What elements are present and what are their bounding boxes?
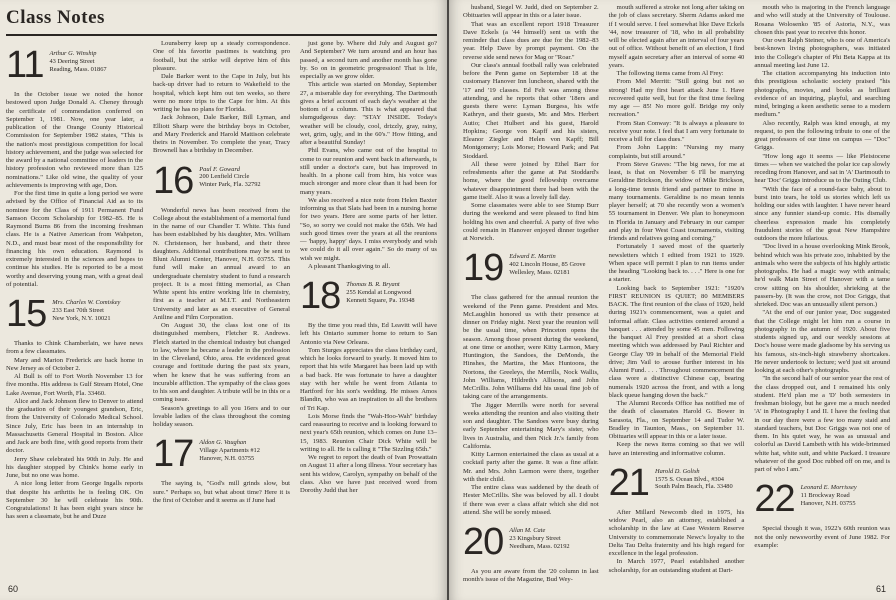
paragraph: Dale Barker went to the Cape in July, but his back-up driver had to return to Wakefield to the hospital, which kept him out ten weeks, so there were no more trips to the Cape for him. At this writing he has no plans for Florida.: [153, 73, 290, 113]
paragraph: The following items came from Al Frey:: [616, 70, 724, 77]
class-header-16: [153, 159, 290, 202]
paragraph: Mary and Marion Frederick are back home in New Jersey as of October 2.: [6, 356, 143, 372]
address-line: Wellesley, Mass. 02181: [509, 268, 570, 276]
class-year: 16: [153, 159, 194, 202]
paragraph: The citation accompanying his induction into this prestigious scholastic society praised "his photographs, movies, and books as brilliant evidence of an inquiring, playful, and searching mind, bringing a keen aesthetic sense to a modern medium.": [754, 70, 891, 119]
right-column-3: [754, 4, 890, 576]
page-number: 60: [8, 584, 19, 594]
secretary-name: Leonard E. Morrissey: [800, 484, 857, 492]
secretary-address: [509, 249, 585, 276]
address-line: Winter Park, Fla. 32792: [199, 181, 261, 189]
class-header-22: [754, 478, 890, 521]
class-year: 18: [300, 275, 341, 317]
class-year: 22: [754, 478, 795, 521]
address-line: Hanover, N.H. 03755: [199, 454, 255, 462]
left-column-1: [6, 40, 143, 576]
class-header-11: [6, 46, 143, 84]
address-line: South Palm Beach, Fla. 33480: [654, 483, 733, 491]
secretary-name: Thomas B. R. Bryant: [346, 281, 400, 288]
paragraph: After Millard Newcomb died in 1975, his widow Pearl, also an attorney, established a scholarship in the law at Case Western Reserve University to commemorate Newc's loyalty to the Delta Tau Delta fraternity and his high regard for excellence in the legal profession.: [608, 508, 745, 557]
class-year: 20: [463, 521, 504, 563]
paragraph: As you are aware from the '20 column in last month's issue of the Magazine, Bud Wey-: [463, 568, 599, 584]
secretary-address: [52, 295, 120, 322]
paragraph: Looking back to September 1921: "1920's FIRST REUNION IS QUIET; 80 MEMBERS BACK. The first reunion of the class of 1920, held during 1921's commencement, was a quiet and informal affair. Class activities centered around a banquet . . . attended by some 45 men. Following the banquet Al Frey presided at a short class meeting which was addressed by Paul Richter and George Clay '09 in behalf of the Memorial Field drive; Jim Vail to arouse further interest in his Alumni Fund. . . . Throughout commencement the class wore a distinctive Chinese cap, bearing numerals 1920 across the front, and with a long black queue hanging down the back.": [608, 284, 745, 399]
address-line: Kennett Square, Pa. 19348: [346, 296, 415, 304]
address-line: 402 Lincoln House, 85 Grove: [509, 261, 586, 269]
right-column-1: [463, 4, 599, 584]
secretary-address: [655, 464, 733, 491]
paragraph: The saying is, "God's mill grinds slow, but sure." Perhaps so, but what about time? Here it is the first of October and it seems as if June had: [153, 480, 290, 504]
secretary-address: [509, 523, 569, 550]
page-number: 61: [875, 584, 886, 594]
paragraph: Al Bull is off to Fort Worth November 13 for five months. His address is Gulf Stream Hotel, One Lake Avenue, Fort Worth, Fla. 33460.: [6, 373, 143, 397]
paragraph: Jack Johnson, Dale Barker, Bill Lyman, and Elliott Sharp were the birthday boys in October, and Mary Frederick and Harold Mattison celebrate theirs in November. To complete the year, Tracy Brownell has a birthday in December.: [153, 114, 290, 155]
secretary-name: Allan M. Cate: [509, 527, 546, 534]
secretary-name: Harold D. Golish: [654, 467, 700, 475]
paragraph: In March 1977, Pearl established another scholarship, for an outstanding student at Dart-: [608, 558, 745, 574]
address-line: 23 Kingsbury Street: [509, 534, 561, 542]
secretary-address: [199, 162, 260, 189]
left-columns: [6, 40, 437, 576]
secretary-name: Arthur G. Winship: [49, 50, 97, 57]
paragraph: By the time you read this, Ed Leavitt will have left his Ontario summer home to return to San Antonio via New Orleans.: [300, 322, 437, 346]
secretary-address: [346, 277, 414, 304]
class-header-20: [463, 523, 599, 561]
address-line: 200 Lenfield Circle: [199, 173, 250, 181]
secretary-address: [49, 46, 106, 73]
class-header-18: [300, 277, 437, 315]
paragraph: Tom Sturges appreciates the class birthday card, which he looks forward to yearly. It moved him to report that his wife Margaret has been laid up with a bad back. He was fortunate to have a daughter stay with her while he went from Atlanta to Hartford for his son's wedding. He misses Amos Blandin, who was an inspiration to all the brothers of Tri Kap.: [300, 346, 437, 412]
paragraph: A pleasant Thanksgiving to all.: [308, 262, 391, 270]
paragraph: For the first time in quite a long period we were advised by the Office of Financial Aid as to its nominee for the Class of 1911 Permanent Fund Samson Occom Scholarship for 1982–85. He is Raymond Burns 86 from the incoming freshman class. He is a Native American from Wahpeton, N.D., and must bear most of the responsibility for financing his own education. Raymond is extremely interested in the sciences and hopes to continue his studies. He is reported to be a most worthy and deserving young man, with a great deal of potential.: [6, 190, 143, 288]
paragraph: The class gathered for the annual reunion the weekend of the Penn game. President and Mrs. McLaughlin honored us with their presence at dinner on Friday night. Next year the reunion will be the usual time, when Princeton opens the season. Among those present during the weekend, at one time or another, were Kitty Larmon, Mary Huntington, the Sandoes, the DeMonds, the Hinshes, the Martins, the Max Huntoons, the Nortons, the Greeleys, the Merrills, Nock Wallis, John Williams, Hildreth's Allisons, and John McCrillis. John Williams did his usual fine job of taking care of the arrangements.: [463, 294, 599, 401]
address-line: 255 Kendal at Longwood: [346, 288, 412, 296]
paragraph: "Doc lived in a house overlooking Mink Brook, behind which was his private zoo, inhabited by the animals who were the subjects of his highly artistic photographs. He had a magic way with animals; he'd walk Main Street of Hanover with a tame crow sitting on his shoulder, shrieking at the passers-by. (It was the crow, not Doc Griggs, that shrieked. Doc was an unusually silent person.): [754, 243, 891, 308]
address-line: Hanover, N.H. 03755: [800, 499, 856, 507]
paragraph: Fortunately I saved most of the quarterly newsletters which I edited from 1921 to 1929. When space will permit I plan to run items under the heading "Looking back to. . . ." Here is one for a starter.: [608, 243, 745, 284]
paragraph: "In the second half of our senior year the rest of the class dropped out, and I remained his only student. He'd plan me a 'D' both semesters in freshman biology, but he gave me a much needed 'A' in Photography I and II. I have the feeling that in our day there were a few too many staid and standard teachers, but Doc Griggs was not one of them. In his quiet way, he was as unusual and colorful as David Lambeth with his wide-brimmed white hat, white suit, and white Packard. I treasure whatever of the good Doc rubbed off on me, and is part of who I am.": [754, 375, 891, 473]
paragraph: This article was started on Monday, September 27, a miserable day for everything. The Dartmouth gives a brief account of each day's weather at the bottom of a column. This is what appeared that slumgudgeous day: "STAY INSIDE. Today's weather will be cloudy, cool, drizzly, gray, rainy, wet, grim, ugly, and in the 60's." How fitting, and after a beautiful Sunday!: [300, 81, 437, 146]
secretary-address: [801, 480, 857, 507]
paragraph: That was an excellent report 1918 Treasurer Dave Eckels (a '44 himself) sent us with the reminder that class dues are due for the 1982–83 year. Help Dave by prompt payment. On the reverse side send news for Mag or "Roar.": [463, 20, 599, 61]
paragraph: Alice and Jack Johnson flew to Denver to attend the graduation of their youngest grandson, Eric, from the University of Colorado Medical School. Since July, Eric has been in an internship in Massachusetts General Hospital in Boston. Alice and Jack are both fine, with good reports from their doctor.: [6, 397, 143, 455]
class-year: 17: [153, 433, 194, 476]
paragraph: Jerry Shaw celebrated his 90th in July. He and his daughter stopped by Chink's home early in June, but no one was home.: [6, 455, 143, 479]
paragraph: Keep the news items coming so that we will have an interesting and informative column.: [608, 441, 745, 457]
paragraph: just gone by. Where did July and August go? And September? We turn around and an hour has passed, a second turn and another month has gone by. So on in geometric progression! That is life, especially as we grow older.: [300, 40, 437, 80]
class-header-15: [6, 295, 143, 333]
class-year: 19: [463, 247, 504, 290]
paragraph: Lois Morse finds the "Wah-Hoo-Wah" birthday card reassuring to receive and is looking forward to next year's 65th reunion, which comes on June 13–15, 1983. Reunion Chair Dick White will be writing to all. He is calling it "The Sizzling 65th.": [300, 412, 437, 453]
class-year: 15: [6, 293, 47, 335]
address-line: 1575 S. Ocean Blvd., #304: [654, 475, 725, 483]
right-column-2: [609, 4, 745, 576]
paragraph: Also recently, Ralph was kind enough, at my request, to pen the following tribute to one of the great professors of our time on campus — "Doc" Griggs.: [754, 119, 891, 152]
paragraph: The Jigger Merrills were north for several weeks attending the reunion and also visiting their son and daughter. The Sandoes were busy during early September entertaining Mary's sister, who lives in Australia, and then Nick Jr.'s family from California.: [463, 401, 599, 450]
paragraph: We also received a nice note from Helen Baxter informing us that Slats had been in a nursing home for two years. Here are some parts of her letter. "So, so sorry we could not make the 65th. We had such good times over the years at all the reunions — 'happy, happy' days. I miss everybody and wish we could do it all over again." So do many of us wish we might.: [300, 196, 437, 262]
paragraph: Season's greetings to all you 16ers and to our lovable ladies of the class throughout the coming holiday season.: [153, 404, 290, 428]
paragraph: From John Lappin: "Nursing my many complaints, but still around.": [608, 144, 745, 160]
secretary-name: Mrs. Charles W. Comiskey: [52, 299, 121, 306]
class-year: 21: [608, 461, 649, 504]
address-line: 11 Brockway Road: [800, 492, 850, 500]
class-header-19: [463, 247, 599, 290]
paragraph: From Stan Conway: "It is always a pleasure to receive your note. I feel that I am very fortunate to receive a bill for class dues.": [608, 119, 745, 143]
class-header-17: [153, 433, 290, 476]
paragraph: All these were joined by Ethel Barr for refreshments after the game at Pat Stoddard's home, where the good fellowship overcame whatever disappointment there had been with the game itself. Also it was a lovely fall day.: [463, 160, 599, 201]
paragraph: Lounsberry keep up a steady correspondence. One of his favorite pastimes is watching pro football, but the strike will deprive him of this pleasure.: [153, 40, 290, 72]
paragraph: From Mel Merritt: "Still going but not so strong! Had my first heart attack June 1. Have recovered quite well, but for the first time feeling my age — 85! No more golf. Bridge my only recreation.": [608, 78, 745, 119]
paragraph: From Steve Graves: "The big news, for me at least, is that on November 6 I'll be marrying Geraldine Brickson, the widow of Mike Brickson, a long-time tennis friend and partner to mine in many tournaments. Geraldine is no mean tennis player herself; at 70 she recently won a women's 55 tournament in Denver. We plan to honeymoon in Florida in January and February in our camper and play in four West Coast tournaments, visiting friends and relatives going and coming.": [608, 160, 745, 242]
right-columns: [463, 4, 891, 584]
paragraph: The Alumni Records Office has notified me of the death of classmates Harold G. Bower in Sarasota, Fla., on September 14 and Tudor W. Bradley in Taunton, Mass., on September 11. Obituaries will appear in this or a later issue.: [608, 400, 745, 440]
address-line: 233 East 70th Street: [52, 306, 104, 314]
paragraph: Our own Ralph Steiner, who is one of America's best-known living photographers, was initiated into the College's chapter of Phi Beta Kappa at its annual meeting last June 12.: [754, 37, 891, 69]
address-line: 43 Deering Street: [49, 57, 95, 65]
class-header-21: [608, 461, 745, 504]
paragraph: "How long ago it seems — like Pleistocene times — when we watched the polar ice cap slowly receding from Hanover, and sat in 'A' Dartmouth to hear 'Doc' Griggs introduce us to the Outing Club.: [754, 152, 891, 185]
address-line: New York, N.Y. 10021: [52, 314, 111, 322]
right-page: [449, 0, 896, 600]
paragraph: We regret to report the death of Ivan Prowattain on August 11 after a long illness. Your secretary has sent his widow, Carolyn, sympathy on behalf of the class. Also we have just received word from Dorothy Judd that her: [300, 454, 437, 494]
paragraph: Our class's annual football rally was celebrated before the Penn game on September 18 at the customary Hanover Inn luncheon, shared with the '17 and '19 classes. Ed Felt was among those attending, and he reports that other '18ers and guests there were: Lyman Burgess, his wife Kathryn, and their guests, Mr. and Mrs. Herbert Autio; Chet Hulbert and his guest, Harold Hopkins; George von Kapff and his sisters, Eleanor Ziegler and Helen von Kapff; Bill Montgomery; Lois Morse; Howard Park; and Pat Stoddard.: [463, 61, 599, 160]
paragraph: Thanks to Chink Chamberlain, we have news from a few classmates.: [6, 340, 143, 356]
secretary-name: Paul F. Goward: [199, 165, 240, 173]
address-line: Needham, Mass. 02192: [509, 542, 570, 550]
paragraph: "At the end of our junior year, Doc suggested that the College might let him run a course in photography in the autumn of 1920. About five students signed up, and our weekly sessions at Doc's house were made gladsome by his serving us his famous, six-inch-high strawberry shortcakes. He never undertook to lecture; we'd just sit around looking at each other's photographs.: [754, 309, 891, 374]
paragraph: Special though it was, 1922's 60th reunion was not the only newsworthy event of June 1982. For example:: [754, 525, 891, 549]
paragraph: Some classmates were able to see Stump Burr during the weekend and were pleased to find him holding his own and cheerful. A party of five who could remain in Hanover enjoyed dinner together at Norwich.: [463, 202, 599, 242]
secretary-address: [199, 435, 260, 462]
secretary-name: Edward E. Martin: [509, 253, 556, 261]
page-title: Class Notes: [6, 7, 105, 28]
address-line: Village Apartments #12: [199, 447, 260, 455]
paragraph: On August 30, the class lost one of its distinguished members, Fletcher R. Andrews. Fletch started in the chemical industry but changed to law, where he became a leader in the profession in the Cleveland, Ohio, area. He evidenced great courage and fortitude during the past six years, when he knew that he was suffering from an incurable affliction. The sympathy of the class goes to his son and daughter. A tribute will be in this or a coming issue.: [153, 322, 290, 404]
paragraph: Wonderful news has been received from the College about the establishment of a memorial fund in the name of our Chandler T. White. This fund has been established by his daughter, Mrs. William N. Christenson, her husband, and their three daughters. Additional contributions may be sent to Blunt Alumni Center, Hanover, N.H. 03755. This fund will make an annual award to an undergraduate chemistry student to fund a research project. It is a most fitting memorial, as Chan White spent his entire working life in chemistry, first as a teacher at M.I.T. and Northeastern University and later as an executive of General Aniline and Film Corporation.: [153, 206, 290, 321]
secretary-name: Aldon G. Vaughan: [199, 439, 247, 447]
paragraph: husband, Siegel W. Judd, died on September 2. Obituaries will appear in this or a later issue.: [463, 4, 599, 20]
class-year: 11: [6, 44, 44, 86]
paragraph: Phil Evans, who came out of the hospital to come to our reunion and went back in afterwards, is still under a doctor's care, but has improved in health. In a phone call from him, his voice was much stronger and more clear than it had been for many years.: [300, 147, 437, 196]
paragraph: Kitty Larmon entertained the class as usual at a cocktail party after the game. It was a fine affair. Mr. and Mrs. John Larmon were there, together with their child.: [463, 451, 599, 483]
left-column-2: [153, 40, 290, 576]
title-rule: [6, 34, 437, 36]
paragraph: In the October issue we noted the honor bestowed upon Judge Donald A. Cheney through the certificate of commendation conferred on September 1, 1981. Now, one year later, a publication of the Orange County Historical Commission for September 1982 states, "This is the nation's most prestigious competition for local history achievement, and the judge was selected for the award by a national committee of leaders in the history profession who reviewed more than 125 nominations." Like old wine, the quality of your achievements is improving with age, Don.: [6, 91, 143, 189]
paragraph: "With the face of a round-face baby, about to burst into tears, he told us stories which left us holding our sides with laughter. I have never heard since any funnier stand-up comic. His dismally cheerless expression made his completely fraudulent stories of the great New Hampshire outdoors the more hilarious.: [754, 185, 891, 242]
paragraph: mouth suffered a stroke not long after taking on the job of class secretary. Sherm Adams asked me if I would serve. I feel somewhat like Dave Eckels '44, now treasurer of '18, who in all probability will be elected again after an interval of four years out of office. Without benefit of an election, I find myself again secretary after an interval of some 40 years.: [608, 4, 745, 69]
paragraph: mouth who is majoring in the French language and who will study at the University of Toulouse. Rosana Wolosenko '85 of Astoria, N.Y., was chosen this past year to receive this honor.: [754, 4, 891, 36]
left-page: [0, 0, 447, 600]
address-line: Reading, Mass. 01867: [49, 65, 107, 73]
paragraph: The entire class was saddened by the death of Hester McCrillis. She was beloved by all. I doubt if there was ever a class affair which she did not attend. She will be sorely missed.: [463, 484, 599, 516]
paragraph: A nice long letter from George Ingalls reports that despite his arthritis he is feeling OK. On September 30 he will celebrate his 90th. Congratulations! It has been eight years since he has seen a classmate, but he and Duze: [6, 480, 143, 521]
left-column-3: [300, 40, 437, 576]
